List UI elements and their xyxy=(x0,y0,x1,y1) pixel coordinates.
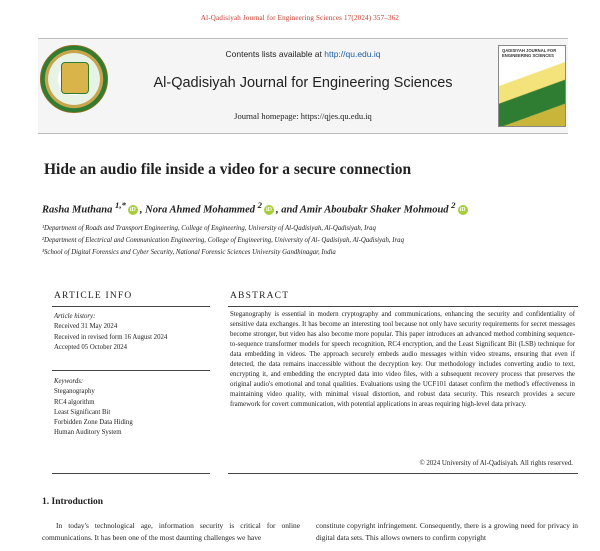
keyword: Forbidden Zone Data Hiding xyxy=(54,419,133,427)
author-name: , and Amir Aboubakr Shaker Mohmoud xyxy=(276,204,452,216)
article-history xyxy=(54,312,167,353)
author-list xyxy=(42,200,470,216)
history-label: Article history: xyxy=(54,313,96,320)
author-sup: 1,* xyxy=(114,200,126,210)
contents-prefix: Contents lists available at xyxy=(225,49,325,59)
accepted-date: Accepted 05 October 2024 xyxy=(54,343,128,351)
divider xyxy=(52,473,210,474)
journal-cover-image xyxy=(498,45,566,127)
affiliation: ²Department of Electrical and Communication Engineering, College of Engineering, University of Al- Qadisiyah, Al-Qadisiyah, Iraq xyxy=(42,237,404,244)
contents-link[interactable]: http://qu.edu.iq xyxy=(324,49,381,59)
author-sup: 2 xyxy=(451,200,456,210)
keywords-block xyxy=(54,377,133,439)
orcid-icon[interactable]: iD xyxy=(459,207,466,214)
orcid-icon[interactable]: iD xyxy=(266,207,273,214)
author-name: , Nora Ahmed Mohammed xyxy=(139,204,258,216)
journal-masthead xyxy=(38,38,568,134)
divider xyxy=(228,473,578,474)
running-header: Al-Qadisiyah Journal for Engineering Sciences 17(2024) 357–362 xyxy=(200,14,400,22)
intro-column-right: constitute copyright infringement. Consequently, there is a growing need for privacy in digital data sets. This allows owners to confirm copyright xyxy=(316,521,578,542)
keywords-label: Keywords: xyxy=(54,378,84,385)
abstract-text: Steganography is essential in modern cryptography and communications, enhancing the security and confidentiality of sensitive data exchanges. It has become an interesting tool because not only have security requirements for secret messages become stronger, but video has also become more popular. This paper introduces an advanced method combining sequence-to-sequence transformer models for speech recognition, RC4 encryption, and the Least Significant Bit (LSB) technique for data embedding in videos. The approach securely embeds audio messages within video streams, ensuring that even if detected, the data remains inaccessible without the decryption key. Our methodology includes converting audio to text, encrypting it, and embedding the encrypted data into video files, with a subsequent recovery process that preserves the original audio's emotional and tonal qualities. Evaluations using the UCF101 dataset confirm the method's effectiveness in maintaining video quality, with minimal visual distortion, and robust data security. This research provides a secure framework for covert communication, with potential applications in areas requiring high-level data privacy. xyxy=(230,311,575,408)
author-sup: 2 xyxy=(257,200,263,210)
affiliation: ³School of Digital Forensics and Cyber Security, National Forensic Sciences University Gandhinagar, India xyxy=(42,249,336,256)
keyword: Steganography xyxy=(54,388,95,396)
contents-line xyxy=(118,49,488,59)
journal-homepage[interactable]: Journal homepage: https://qjes.qu.edu.iq xyxy=(234,111,372,121)
journal-title: Al-Qadisiyah Journal for Engineering Sciences xyxy=(153,75,453,91)
divider xyxy=(228,306,578,307)
cover-text: QADISIYAH JOURNAL FOR ENGINEERING SCIENCES xyxy=(502,48,557,58)
article-info-heading: ARTICLE INFO xyxy=(54,291,133,301)
received-date: Received 31 May 2024 xyxy=(54,323,118,331)
divider xyxy=(52,306,210,307)
keyword: Least Significant Bit xyxy=(54,408,111,416)
keyword: RC4 algorithm xyxy=(54,398,95,406)
article-title: Hide an audio file inside a video for a secure connection xyxy=(44,161,412,178)
author-name: Rasha Muthana xyxy=(42,204,115,216)
orcid-icon[interactable]: iD xyxy=(129,207,136,214)
divider xyxy=(52,370,210,371)
introduction-heading: 1. Introduction xyxy=(42,497,104,507)
keyword: Human Auditory System xyxy=(54,429,122,437)
copyright-notice: © 2024 University of Al-Qadisiyah. All rights reserved. xyxy=(419,460,573,467)
revised-date: Received in revised form 16 August 2024 xyxy=(54,333,168,341)
intro-column-left: In today's technological age, information security is critical for online communications. It has been one of the most daunting challenges we have xyxy=(42,521,300,542)
abstract-heading: ABSTRACT xyxy=(230,291,290,301)
affiliation: ¹Department of Roads and Transport Engineering, College of Engineering, University of Al-Qadisiyah, Al-Qadisiyah, Iraq xyxy=(42,225,376,232)
university-logo-seal xyxy=(40,45,108,113)
